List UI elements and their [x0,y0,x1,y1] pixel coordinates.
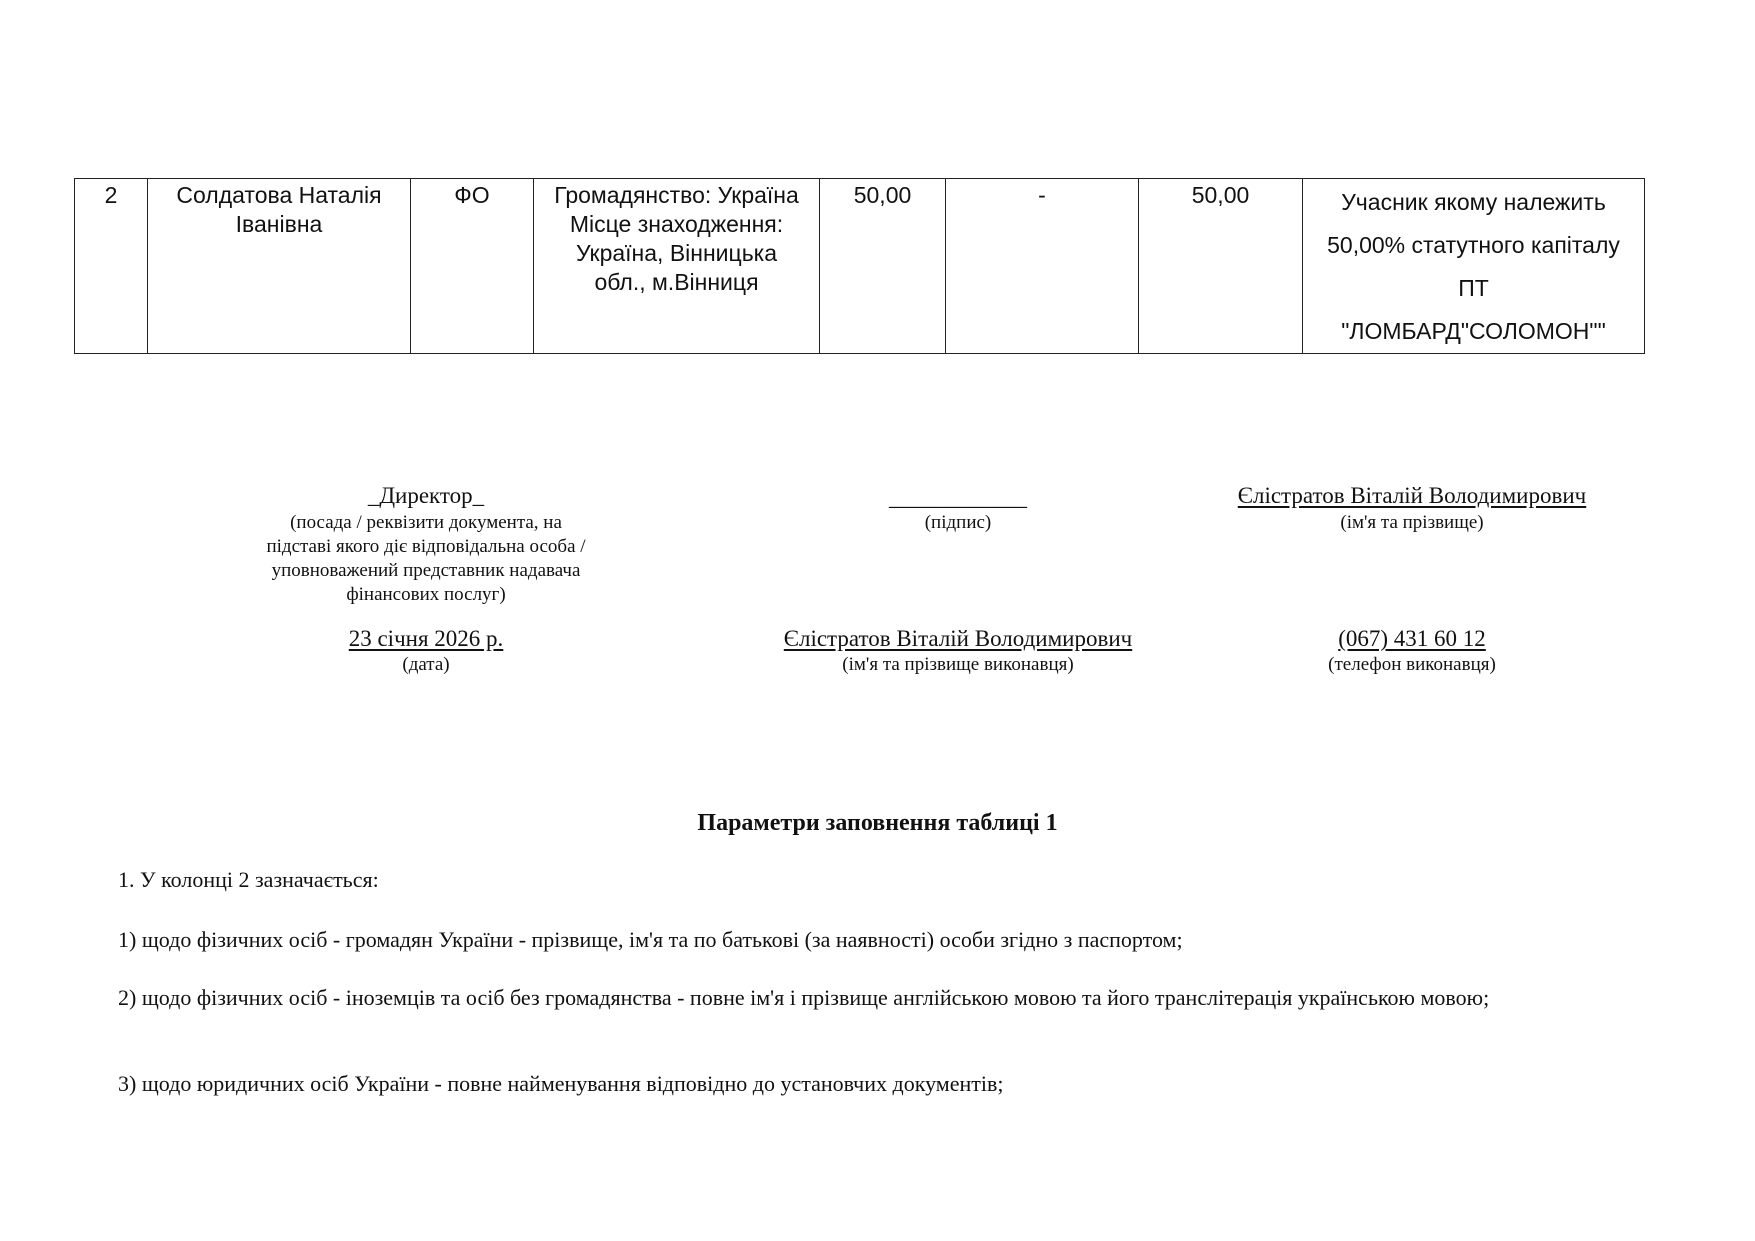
cell-note [1303,179,1645,354]
executor-caption: (ім'я та прізвище виконавця) [842,654,1074,675]
parameters-item: 3) щодо юридичних осіб України - повне найменування відповідно до установчих документів; [118,1071,1004,1096]
parameters-item: 2) щодо фізичних осіб - іноземців та осіб без громадянства - повне ім'я і прізвище англійською мовою та його транслітерація українською мовою; [118,985,1490,1010]
address-line: Громадянство: Україна [554,182,799,208]
parameters-intro: 1. У колонці 2 зазначається: [118,867,379,892]
address-line: обл., м.Вінниця [594,269,759,295]
total-share: 50,00 [1191,182,1250,208]
signature-line: ____________ [889,485,1027,510]
signature-caption: (підпис) [924,512,992,533]
cell-number [75,179,148,354]
note-line: "ЛОМБАРД"СОЛОМОН"" [1341,318,1606,344]
direct-share: 50,00 [853,182,912,208]
row-number: 2 [104,182,118,208]
position-caption-line: (посада / реквізити документа, на [290,512,562,533]
cell-address [534,179,820,354]
section-title: Параметри заповнення таблиці 1 [697,810,1058,836]
signer-name: Єлістратов Віталій Володимирович [1237,483,1587,508]
cell-indirect-share [946,179,1139,354]
position-caption [206,511,646,607]
phone-value: (067) 431 60 12 [1338,626,1486,651]
parameters-item: 1) щодо фізичних осіб - громадян України - прізвище, ім'я та по батькові (за наявності) особи згідно з паспортом; [118,927,1183,952]
position-caption-line: уповноважений представник надавача [271,560,581,581]
executor-name: Єлістратов Віталій Володимирович [783,626,1133,651]
date-value: 23 січня 2026 р. [348,626,504,651]
note-line: 50,00% статутного капіталу [1327,232,1620,258]
position-caption-line: підставі якого діє відповідальна особа / [266,536,586,557]
position-value: _Директор_ [367,483,485,508]
signer-caption: (ім'я та прізвище) [1340,512,1484,533]
person-type: ФО [454,182,490,208]
note-line: Учасник якому належить [1341,189,1606,215]
cell-name [148,179,411,354]
ownership-table [74,178,1645,354]
table-row [75,179,1645,354]
date-caption: (дата) [402,654,450,675]
note-line: ПТ [1458,275,1489,301]
address-line: Місце знаходження: [569,211,784,237]
position-caption-line: фінансових послуг) [346,584,506,605]
phone-caption: (телефон виконавця) [1328,654,1496,675]
indirect-share: - [1038,182,1046,208]
cell-person-type [411,179,534,354]
owner-name: Солдатова Наталія Іванівна [176,182,382,237]
cell-direct-share [820,179,946,354]
cell-total-share [1139,179,1303,354]
address-line: Україна, Вінницька [575,240,778,266]
